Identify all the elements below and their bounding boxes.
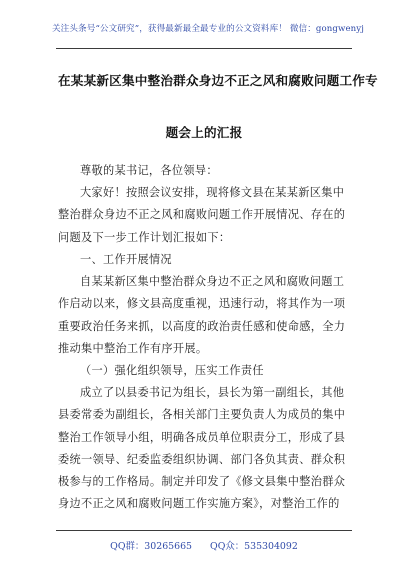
document-title-line-1: 在某某新区集中整治群众身边不正之风和腐败问题工作专 <box>58 73 378 88</box>
document-title-line-2: 题会上的汇报 <box>165 125 243 140</box>
header-divider <box>56 48 352 49</box>
footer-qq-group: QQ群：30265665 <box>110 541 193 552</box>
section-heading-1: 一、工作开展情况 <box>80 253 172 266</box>
paragraph-intro: 大家好！按照会议安排，现将修文县在某某新区集中整治群众身边不正之风和腐败问题工作开展情况、存在的问题及下一步工作计划汇报如下： <box>58 186 346 244</box>
footer-qq-contact: QQ众：535304092 <box>210 541 298 552</box>
subsection-heading-1: （一）强化组织领导，压实工作责任 <box>80 364 264 377</box>
header-note: 关注头条号“公文研究”，获得最新最全最专业的公文资料库！ 微信：gongwenyj <box>51 24 365 34</box>
footer <box>0 538 408 552</box>
paragraph-subsection-1: 成立了以县委书记为组长，县长为第一副组长，其他县委常委为副组长，各相关部门主要负责人为成员的集中整治工作领导小组，明确各成员单位职责分工，形成了县委统一领导、纪委监委组织协调、部门各负其责、群众积极参与的工作格局。制定并印发了《修文县集中整治群众身边不正之风和腐败问题工作实施方案》，对整治工作的 <box>58 386 346 511</box>
footer-divider <box>56 530 352 531</box>
paragraph-section-1: 自某某新区集中整治群众身边不正之风和腐败问题工作启动以来，修文县高度重视，迅速行动，将其作为一项重要政治任务来抓，以高度的政治责任感和使命感，全力推动集中整治工作有序开展。 <box>58 275 346 355</box>
salutation: 尊敬的某书记，各位领导： <box>80 164 218 177</box>
